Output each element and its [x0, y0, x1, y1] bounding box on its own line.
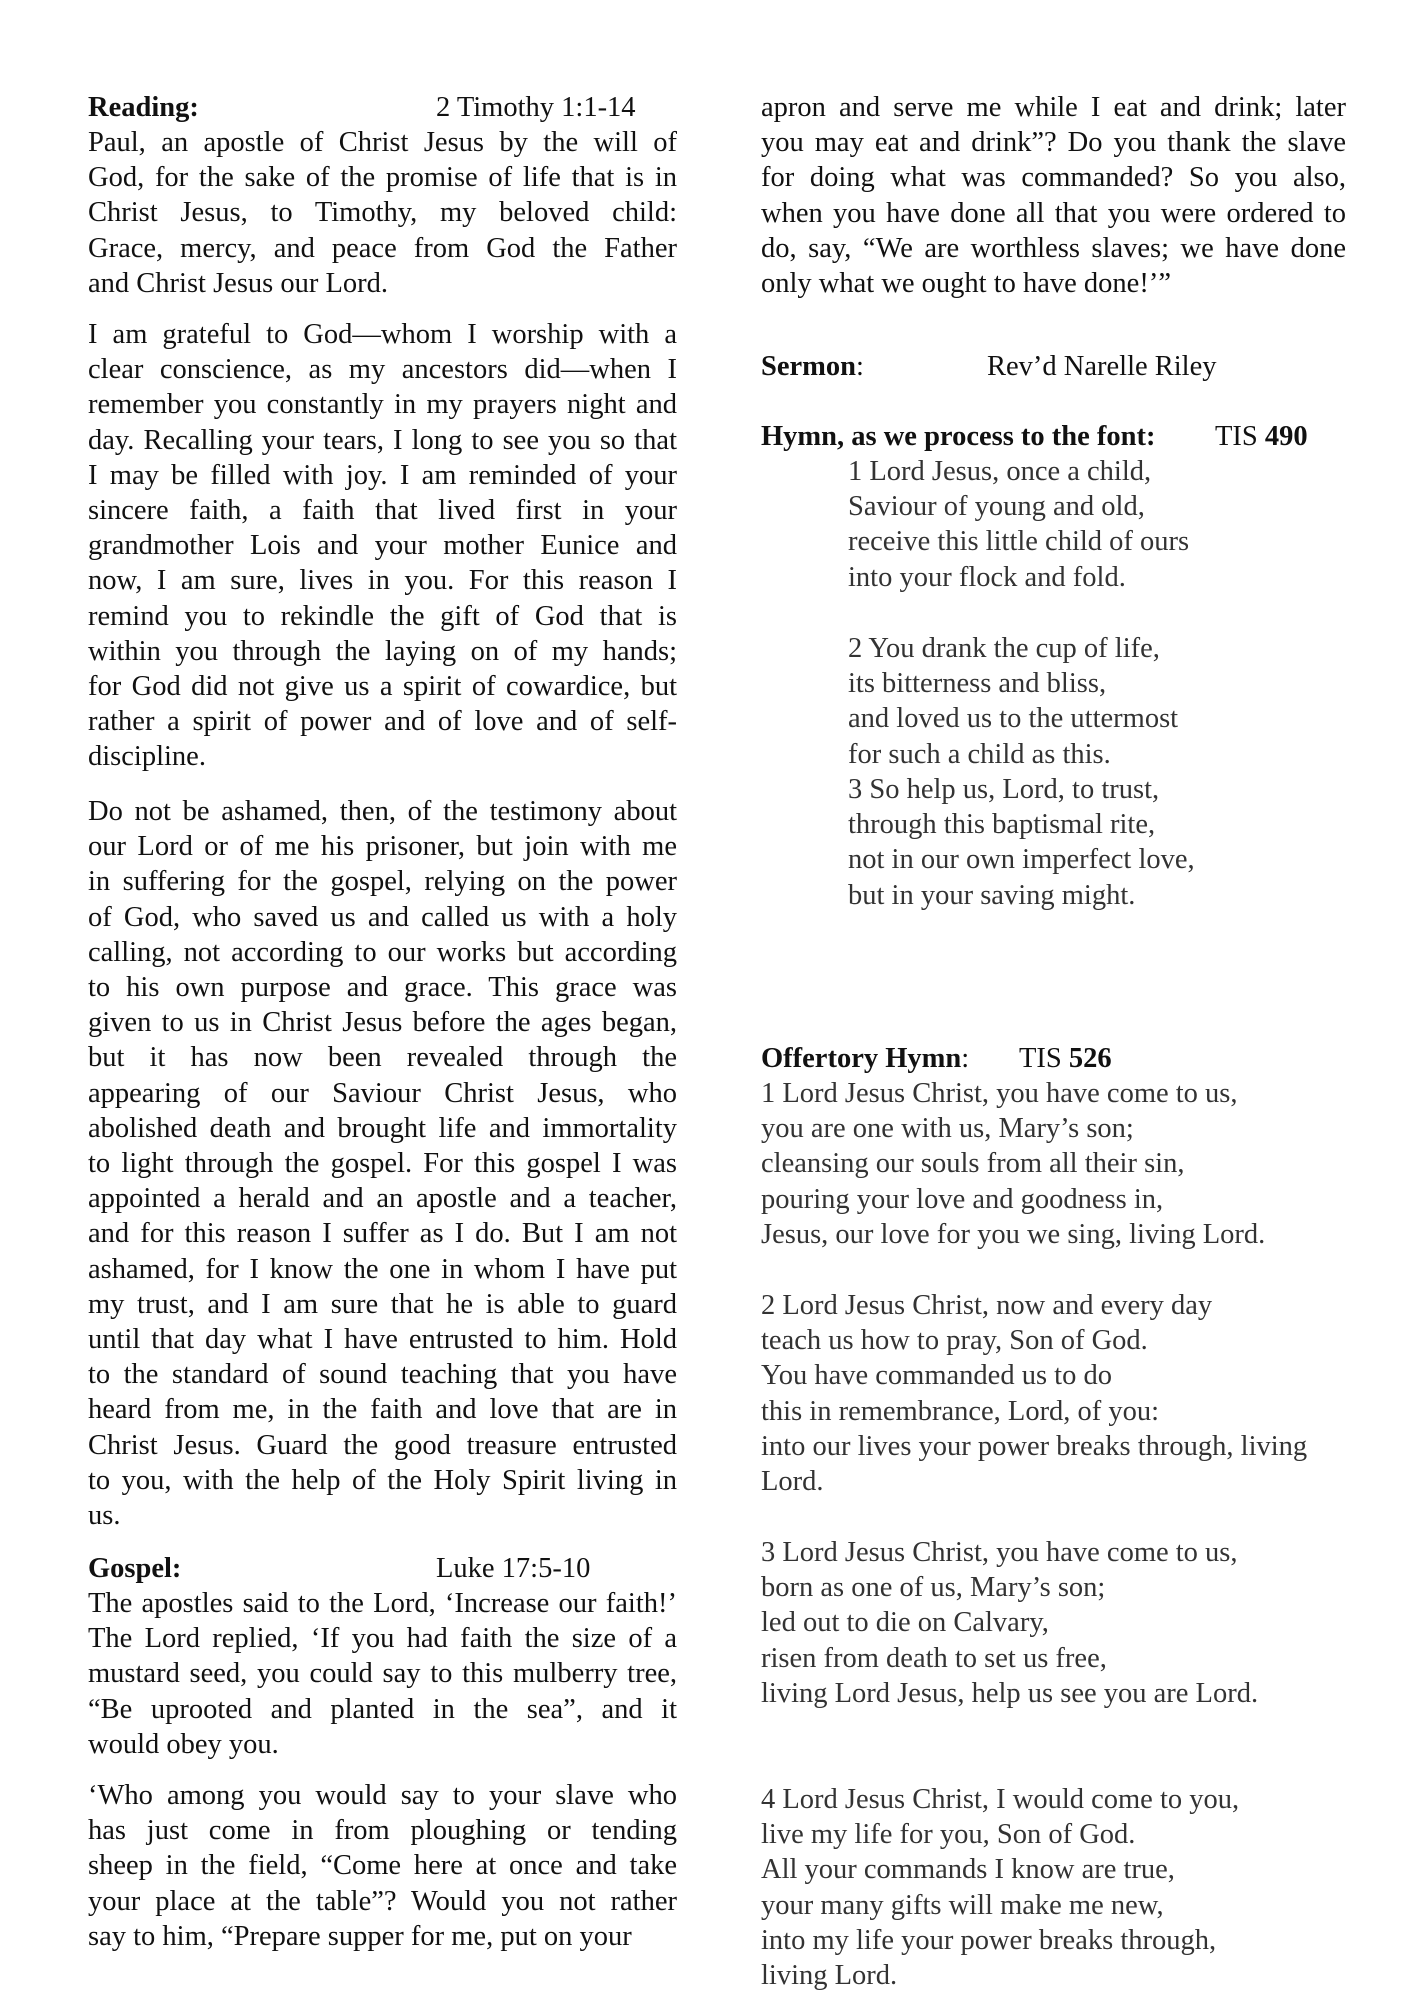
- hymn-line: 1 Lord Jesus Christ, you have come to us,: [761, 1078, 1238, 1109]
- text-line: “Be uprooted and planted in the sea”, and it: [88, 1693, 677, 1725]
- hymn-line: risen from death to set us free,: [761, 1642, 1107, 1674]
- hymn-line: 3 So help us, Lord, to trust,: [848, 774, 1160, 805]
- text-line: to light through the gospel. For this gospel I was: [88, 1148, 677, 1180]
- reading-reference: 2 Timothy 1:1-14: [436, 92, 636, 123]
- text-line: day. Recalling your tears, I long to see you so that: [88, 424, 677, 456]
- text-line: heard from me, in the faith and love that are in: [88, 1394, 677, 1426]
- text-line: rather a spirit of power and of love and of self-: [88, 706, 677, 738]
- text-line: abolished death and brought life and immortality: [88, 1112, 677, 1144]
- hymn-line: 1 Lord Jesus, once a child,: [848, 456, 1152, 487]
- reading-paragraph: [88, 125, 677, 301]
- gospel-paragraph: [88, 1778, 677, 1954]
- sermon-colon: :: [856, 351, 864, 382]
- hymn-line: Jesus, our love for you we sing, living Lord.: [761, 1218, 1266, 1250]
- reading-label: Reading:: [88, 92, 199, 123]
- text-line: given to us in Christ Jesus before the ages began,: [88, 1007, 677, 1039]
- hymn-line: teach us how to pray, Son of God.: [761, 1325, 1148, 1357]
- gospel-section: [88, 1551, 677, 1762]
- hymn-number: 526: [1068, 1043, 1112, 1074]
- text-line: The Lord replied, ‘If you had faith the size of a: [88, 1623, 677, 1655]
- text-line: I am grateful to God—whom I worship with a: [88, 319, 677, 350]
- text-line: Do not be ashamed, then, of the testimony about: [88, 796, 677, 827]
- text-line: sheep in the field, “Come here at once and take: [88, 1850, 677, 1882]
- text-line: remember you constantly in my prayers night and: [88, 389, 677, 421]
- gospel-reference: Luke 17:5-10: [436, 1553, 591, 1584]
- text-line: calling, not according to our works but according: [88, 936, 677, 968]
- text-line: in suffering for the gospel, relying on the power: [88, 866, 677, 898]
- hymn-verse: [761, 1782, 1361, 1993]
- hymn-line: this in remembrance, Lord, of you:: [761, 1395, 1160, 1427]
- text-line: us.: [88, 1500, 121, 1532]
- hymn-line: into our lives your power breaks through, living: [761, 1430, 1308, 1462]
- text-line: remind you to rekindle the gift of God that is: [88, 600, 677, 632]
- hymn-line: Lord.: [761, 1466, 824, 1498]
- gospel-continuation: [761, 90, 1346, 301]
- text-line: sincere faith, a faith that lived first in your: [88, 495, 677, 527]
- text-line: The apostles said to the Lord, ‘Increase our faith!’: [88, 1588, 677, 1619]
- hymn-line: live my life for you, Son of God.: [761, 1819, 1136, 1851]
- text-line: appointed a herald and an apostle and a teacher,: [88, 1183, 677, 1215]
- text-line: my trust, and I am sure that he is able to guard: [88, 1288, 677, 1320]
- hymn-line: born as one of us, Mary’s son;: [761, 1572, 1106, 1604]
- hymn-verse: [761, 454, 1361, 595]
- text-line: your place at the table”? Would you not rather: [88, 1885, 677, 1917]
- text-line: you may eat and drink”? Do you thank the slave: [761, 127, 1346, 159]
- hymn-line: pouring your love and goodness in,: [761, 1183, 1164, 1215]
- hymn-line: for such a child as this.: [848, 738, 1111, 770]
- text-line: Grace, mercy, and peace from God the Father: [88, 232, 677, 264]
- hymn-line: cleansing our souls from all their sin,: [761, 1148, 1185, 1180]
- text-line: ashamed, for I know the one in whom I have put: [88, 1253, 677, 1285]
- text-line: for doing what was commanded? So you also,: [761, 162, 1346, 194]
- hymn-line: Saviour of young and old,: [848, 491, 1145, 523]
- text-line: for God did not give us a spirit of cowardice, but: [88, 671, 677, 703]
- hymn-book: TIS: [1019, 1043, 1062, 1074]
- text-line: apron and serve me while I eat and drink; later: [761, 92, 1346, 123]
- text-line: to his own purpose and grace. This grace was: [88, 972, 677, 1004]
- text-line: Christ Jesus. Guard the good treasure entrusted: [88, 1429, 677, 1461]
- hymn-line: living Lord.: [761, 1960, 898, 1992]
- text-line: until that day what I have entrusted to him. Hold: [88, 1324, 677, 1356]
- hymn-line: You have commanded us to do: [761, 1360, 1112, 1392]
- offertory-colon: :: [961, 1043, 970, 1074]
- hymn-line: and loved us to the uttermost: [848, 703, 1179, 735]
- text-line: say to him, “Prepare supper for me, put on your: [88, 1920, 632, 1952]
- hymn-line: led out to die on Calvary,: [761, 1607, 1049, 1639]
- text-line: has just come in from ploughing or tending: [88, 1815, 677, 1847]
- text-line: Paul, an apostle of Christ Jesus by the will of: [88, 127, 677, 158]
- hymn-line: living Lord Jesus, help us see you are Lord.: [761, 1677, 1259, 1709]
- text-line: do, say, “We are worthless slaves; we have done: [761, 232, 1346, 264]
- hymn-line: All your commands I know are true,: [761, 1854, 1175, 1886]
- text-line: but it has now been revealed through the: [88, 1042, 677, 1074]
- font-hymn-label: Hymn, as we process to the font:: [761, 421, 1156, 452]
- hymn-line: its bitterness and bliss,: [848, 668, 1107, 700]
- hymn-line: your many gifts will make me new,: [761, 1889, 1164, 1921]
- hymn-line: into my life your power breaks through,: [761, 1924, 1217, 1956]
- text-line: I may be filled with joy. I am reminded of your: [88, 459, 677, 491]
- hymn-line: 2 Lord Jesus Christ, now and every day: [761, 1290, 1213, 1321]
- text-line: to you, with the help of the Holy Spirit living in: [88, 1464, 677, 1496]
- text-line: to the standard of sound teaching that you have: [88, 1359, 677, 1391]
- text-line: would obey you.: [88, 1728, 279, 1760]
- reading-header: [88, 90, 677, 125]
- hymn-line: 3 Lord Jesus Christ, you have come to us,: [761, 1537, 1238, 1568]
- gospel-header: [88, 1551, 677, 1586]
- gospel-paragraph: [88, 1586, 677, 1762]
- offertory-hymn-header: [761, 1041, 1361, 1076]
- gospel-label: Gospel:: [88, 1553, 182, 1584]
- hymn-line: into your flock and fold.: [848, 561, 1126, 593]
- text-line: now, I am sure, lives in you. For this reason I: [88, 565, 677, 597]
- hymn-line: 2 You drank the cup of life,: [848, 633, 1160, 664]
- hymn-verse: [761, 772, 1422, 913]
- text-line: of God, who saved us and called us with a holy: [88, 901, 677, 933]
- reading-section: [88, 90, 677, 301]
- reading-paragraph: [88, 317, 677, 775]
- offertory-hymn-label: Offertory Hymn: [761, 1043, 962, 1074]
- sermon-header: [761, 349, 1361, 384]
- hymn-line: but in your saving might.: [848, 879, 1136, 911]
- text-line: and Christ Jesus our Lord.: [88, 267, 389, 299]
- text-line: grandmother Lois and your mother Eunice and: [88, 530, 677, 562]
- text-line: when you have done all that you were ordered to: [761, 197, 1346, 229]
- sermon-label: Sermon: [761, 351, 856, 382]
- text-line: and for this reason I suffer as I do. But I am not: [88, 1218, 677, 1250]
- font-hymn-header: [761, 419, 1361, 454]
- hymn-line: through this baptismal rite,: [848, 809, 1156, 841]
- font-hymn-number: [1215, 419, 1308, 454]
- text-line: discipline.: [88, 741, 206, 773]
- text-line: only what we ought to have done!’”: [761, 268, 1171, 300]
- text-line: ‘Who among you would say to your slave who: [88, 1780, 677, 1811]
- hymn-line: not in our own imperfect love,: [848, 844, 1195, 876]
- text-line: God, for the sake of the promise of life that is in: [88, 162, 677, 194]
- text-line: our Lord or of me his prisoner, but join with me: [88, 831, 677, 863]
- hymn-line: receive this little child of ours: [848, 526, 1190, 558]
- offertory-hymn-number: [1019, 1041, 1112, 1076]
- hymn-verse: [761, 1535, 1361, 1711]
- text-line: within you through the laying on of my hands;: [88, 635, 677, 667]
- hymn-verse: [761, 631, 1422, 772]
- hymn-verse: [761, 1288, 1361, 1499]
- font-hymn-section: [761, 419, 1361, 595]
- hymn-book: TIS: [1215, 421, 1258, 452]
- text-line: mustard seed, you could say to this mulberry tree,: [88, 1658, 677, 1690]
- text-line: clear conscience, as my ancestors did—when I: [88, 354, 677, 386]
- sermon-preacher: Rev’d Narelle Riley: [987, 351, 1217, 382]
- reading-paragraph: [88, 794, 677, 1533]
- hymn-verse: [761, 1076, 1361, 1252]
- hymn-line: you are one with us, Mary’s son;: [761, 1113, 1134, 1145]
- sermon-section: [761, 349, 1361, 384]
- text-line: appearing of our Saviour Christ Jesus, who: [88, 1077, 677, 1109]
- hymn-number: 490: [1264, 421, 1308, 452]
- text-line: Christ Jesus, to Timothy, my beloved child:: [88, 197, 677, 229]
- offertory-hymn-section: [761, 1041, 1361, 1252]
- hymn-line: 4 Lord Jesus Christ, I would come to you,: [761, 1784, 1240, 1815]
